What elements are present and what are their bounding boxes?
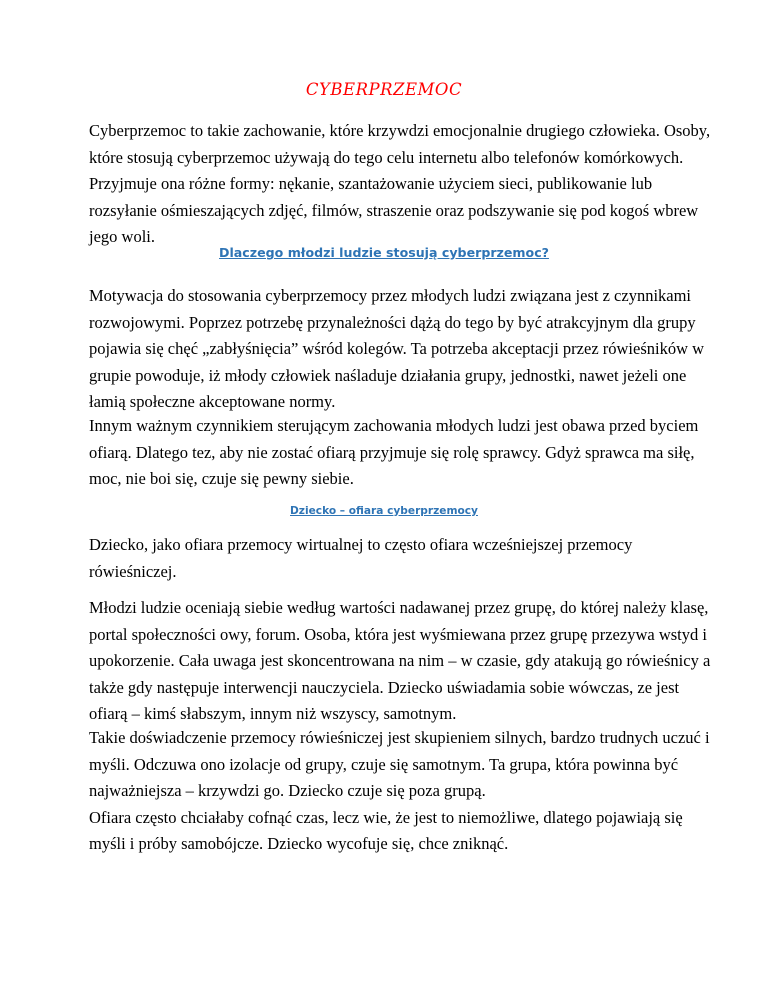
text-line: Dziecko, jako ofiara przemocy wirtualnej to często ofiara wcześniejszej przemocy (89, 535, 633, 554)
text-line: najważniejsza – krzywdzi go. Dziecko czuje się poza grupą. (89, 781, 486, 800)
text-line: Młodzi ludzie oceniają siebie według wartości nadawanej przez grupę, do której należy klasę, (89, 598, 709, 617)
text-line: ofiarą. Dlatego tez, aby nie zostać ofiarą przyjmuje się rolę sprawcy. Gdyż sprawca ma siłę, (89, 442, 695, 462)
text-line: także gdy następuje interwencji nauczyciela. Dziecko uświadamia sobie wówczas, ze jest (89, 677, 680, 697)
text-line: Takie doświadczenie przemocy rówieśniczej jest skupieniem silnych, bardzo trudnych uczuć i (89, 728, 710, 747)
text-line: rówieśniczej. (89, 561, 177, 581)
text-line: Innym ważnym czynnikiem sterującym zachowania młodych ludzi jest obawa przed byciem (89, 416, 699, 435)
text-line: Ofiara często chciałaby cofnąć czas, lecz wie, że jest to niemożliwe, dlatego pojawiają się (89, 807, 683, 827)
text-line: portal społeczności owy, forum. Osoba, która jest wyśmiewana przez grupę przezywa wstyd i (89, 624, 707, 644)
paragraph-intro (89, 118, 711, 251)
text-line: grupie powoduje, iż młody człowiek naśladuje działania grupy, jednostki, nawet jeżeli one (89, 365, 687, 385)
text-line: łamią społeczne akceptowane normy. (89, 392, 336, 411)
document-title: CYBERPRZEMOC (305, 80, 463, 99)
text-line: Cyberprzemoc to takie zachowanie, które krzywdzi emocjonalnie drugiego człowieka. Osoby, (89, 121, 711, 140)
paragraph-self-assessment (89, 595, 711, 728)
text-line: ofiarą – kimś słabszym, innym niż wszyscy, samotnym. (89, 704, 457, 723)
paragraph-fear (89, 413, 699, 493)
text-line: Motywacja do stosowania cyberprzemocy przez młodych ludzi związana jest z czynnikami (89, 286, 692, 305)
text-line: pojawia się chęć „zabłyśnięcia” wśród kolegów. Ta potrzeba akceptacji przez rówieśników w (89, 339, 705, 358)
text-line: Przyjmuje ona różne formy: nękanie, szantażowanie użyciem sieci, publikowanie lub (89, 174, 653, 193)
text-line: jego woli. (89, 227, 155, 246)
text-line: upokorzenie. Cała uwaga jest skoncentrowana na nim – w czasie, gdy atakują go rówieśnicy a (89, 651, 711, 670)
paragraph-motivation (89, 283, 705, 416)
text-line: myśli. Odczuwa ono izolacje od grupy, czuje się samotnym. Ta grupa, która powinna być (89, 754, 679, 774)
paragraph-experience (89, 725, 710, 858)
section-heading-motivation: Dlaczego młodzi ludzie stosują cyberprzemoc? (219, 245, 549, 260)
text-line: myśli i próby samobójcze. Dziecko wycofuje się, chce zniknąć. (89, 834, 509, 853)
text-line: rozwojowymi. Poprzez potrzebę przynależności dążą do tego by być atrakcyjnym dla grupy (89, 312, 696, 332)
text-line: rozsyłanie ośmieszających zdjęć, filmów, straszenie oraz podszywanie się pod kogoś wbrew (89, 200, 699, 220)
paragraph-victim-intro (89, 532, 689, 585)
text-line: które stosują cyberprzemoc używają do tego celu internetu albo telefonów komórkowych. (89, 147, 684, 167)
section-heading-victim: Dziecko – ofiara cyberprzemocy (290, 505, 478, 517)
text-line: moc, nie boi się, czuje się pewny siebie. (89, 469, 354, 488)
